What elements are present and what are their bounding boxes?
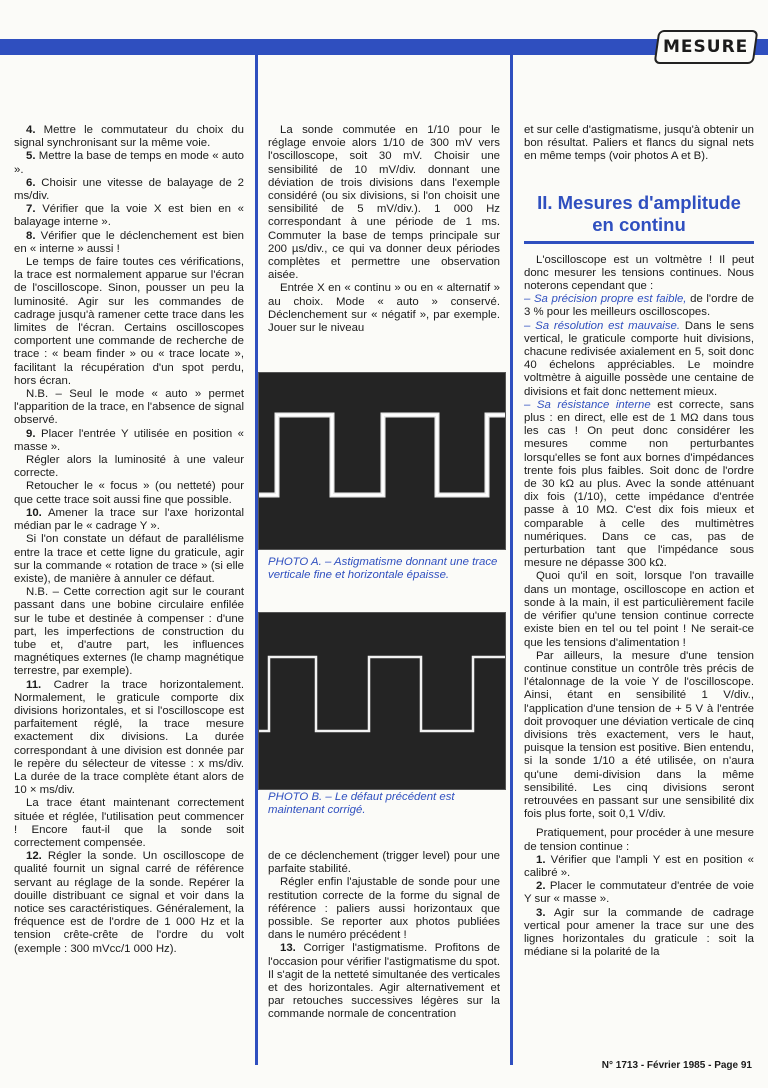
square-wave-core: [259, 415, 505, 495]
paragraph: 3. Agir sur la commande de cadrage vertical pour amener la trace sur une des lignes horizontales du graticule : soit la médiane si la polarité de la: [524, 906, 754, 959]
section-heading: II. Mesures d'amplitude en continu: [524, 192, 754, 244]
oscilloscope-trace-b: [259, 613, 505, 789]
column-divider-right: [510, 55, 513, 1065]
paragraph: Quoi qu'il en soit, lorsque l'on travaille dans un montage, oscilloscope en action et sonde à la main, il est particulièrement facile de vérifier qu'une tension continue correcte existe bien en tel ou tel point ! Ne serait-ce que les tensions d'alimentation !: [524, 570, 754, 649]
paragraph: Régler enfin l'ajustable de sonde pour une restitution correcte de la forme du signal de référence : paliers aussi horizontaux que possible. Se reporter aux photos publiées dans le numéro précédent !: [268, 876, 500, 942]
paragraph: N.B. – Cette correction agit sur le courant passant dans une bobine circulaire enfilée sur le tube et destinée à compenser : d'une part, les imperfections de construction du tube et, d'autre part, les influences magnétiques externes (le champ magnétique terrestre, par exemple).: [14, 586, 244, 678]
paragraph: 9. Placer l'entrée Y utilisée en position « masse ».: [14, 427, 244, 453]
photo-b-caption: PHOTO B. – Le défaut précédent est maintenant corrigé.: [268, 791, 455, 817]
paragraph: Pratiquement, pour procéder à une mesure de tension continue :: [524, 827, 754, 853]
paragraph: Régler alors la luminosité à une valeur correcte.: [14, 454, 244, 480]
paragraph: 5. Mettre la base de temps en mode « auto ».: [14, 150, 244, 176]
middle-column-bottom: [268, 850, 500, 1022]
paragraph: et sur celle d'astigmatisme, jusqu'à obtenir un bon résultat. Paliers et flancs du signal nets en même temps (voir photos A et B).: [524, 124, 754, 163]
paragraph: La trace étant maintenant correctement située et réglée, l'utilisation peut commencer ! Encore faut-il que la sonde soit correctement compensée.: [14, 797, 244, 849]
section-badge-label: MESURE: [663, 37, 749, 57]
paragraph: 13. Corriger l'astigmatisme. Profitons de l'occasion pour vérifier l'astigmatisme du spot. Il s'agit de la netteté simultanée des verticales et des horizontales. Agir alternativement et par retouches successives légères sur la commande normale de concentration: [268, 942, 501, 1021]
paragraph: Retoucher le « focus » (ou netteté) pour que cette trace soit aussi fine que possible.: [14, 480, 244, 506]
square-wave-trace: [259, 657, 505, 731]
paragraph: 2. Placer le commutateur d'entrée de voie Y sur « masse ».: [524, 880, 754, 906]
right-column: [524, 124, 754, 959]
header-bar: [0, 39, 768, 55]
photo-a-caption: PHOTO A. – Astigmatisme donnant une trace verticale fine et horizontale épaisse.: [268, 556, 498, 582]
paragraph: 1. Vérifier que l'ampli Y est en position « calibré ».: [524, 853, 754, 879]
section-badge: [654, 30, 759, 64]
paragraph: 4. Mettre le commutateur du choix du signal synchronisant sur la même voie.: [14, 124, 244, 150]
paragraph: 11. Cadrer la trace horizontalement. Normalement, le graticule comporte dix divisions horizontales, et si l'oscilloscope est parfaitement réglé, la trace mesure exactement dix divisions. La durée correspondant à une division est donnée par le repère du sélecteur de vitesse : x ms/div. La durée de la trace complète étant alors de 10 × ms/div.: [14, 678, 244, 797]
page-footer: N° 1713 - Février 1985 - Page 91: [601, 1060, 752, 1071]
middle-column-top: [268, 124, 500, 335]
paragraph: Le temps de faire toutes ces vérifications, la trace est normalement apparue sur l'écran de l'oscilloscope. Sinon, pousser un peu la luminosité. Agir sur les commandes de cadrage jusqu'à ramener cette trace dans les limites de l'écran. Certains oscilloscopes comportent une commande de recherche de trace : « beam finder » ou « trace locate », facilitant la récupération d'un spot perdu, hors écran.: [14, 256, 244, 387]
paragraph: Si l'on constate un défaut de parallélisme entre la trace et cette ligne du graticule, agir sur la commande « rotation de trace » (si elle existe), de manière à annuler ce défaut.: [14, 533, 244, 585]
oscilloscope-trace-a: [259, 373, 505, 549]
paragraph: 10. Amener la trace sur l'axe horizontal médian par le « cadrage Y ».: [14, 506, 244, 533]
paragraph: 8. Vérifier que le déclenchement est bien en « interne » aussi !: [14, 229, 244, 255]
paragraph: de ce déclenchement (trigger level) pour une parfaite stabilité.: [268, 850, 500, 876]
photo-a: [258, 372, 506, 550]
paragraph: 12. Régler la sonde. Un oscilloscope de qualité fournit un signal carré de référence servant au réglage de la sonde. Repérer la douille distribuant ce signal et voir dans la notice ses caractéristiques. Généralement, la fréquence est de l'ordre de 1 000 Hz et la tension crête-crête de l'ordre du volt (exemple : 300 mVcc/1 000 Hz).: [14, 850, 244, 955]
paragraph: N.B. – Seul le mode « auto » permet l'apparition de la trace, en l'absence de signal observé.: [14, 388, 244, 427]
left-column: [14, 124, 244, 956]
paragraph: – Sa résolution est mauvaise. Dans le sens vertical, le graticule comporte huit divisions, chacune redivisée axialement en 5, soit donc 40 échelons appréciables. Le moindre voltmètre à aiguille possède une centaine de divisions et fait donc nettement mieux.: [524, 319, 754, 398]
photo-b: [258, 612, 506, 790]
paragraph: Entrée X en « continu » ou en « alternatif » au choix. Mode « auto » conservé. Déclenchement sur « négatif », par exemple. Jouer sur le niveau: [268, 282, 500, 335]
paragraph: L'oscilloscope est un voltmètre ! Il peut donc mesurer les tensions continues. Nous noterons cependant que :: [524, 253, 754, 293]
paragraph: – Sa résistance interne est correcte, sans plus : en direct, elle est de 1 MΩ dans tous les cas ! On peut donc considérer les mesures comme non perturbantes lorsqu'elles se font aux bornes d'impédances trente fois plus faibles. Soit donc de l'ordre de 30 kΩ au plus. Avec la sonde atténuant dix fois (1/10), cette impédance d'entrée passe à 10 MΩ. C'est dix fois mieux et comparable à celle des multimètres numériques. Dans ce cas, pas de perturbation tant que l'impédance sous mesure ne dépasse 300 kΩ.: [524, 398, 754, 570]
paragraph: 6. Choisir une vitesse de balayage de 2 ms/div.: [14, 176, 244, 203]
paragraph: 7. Vérifier que la voie X est bien en « balayage interne ».: [14, 203, 244, 229]
paragraph: – Sa précision propre est faible, de l'ordre de 3 % pour les meilleurs oscilloscopes.: [524, 293, 754, 319]
column-divider-left: [255, 55, 258, 1065]
paragraph: Par ailleurs, la mesure d'une tension continue constitue un contrôle très précis de l'étalonnage de la voie Y de l'oscilloscope. Ainsi, étant en sensibilité 1 V/div., l'application d'une tension de + 5 V à l'entrée doit provoquer une déviation verticale de cinq divisions très exactement, vers le haut, puisque la tension est positive. Bien entendu, si la sonde 1/10 a été utilisée, on n'aura qu'une demi-division dans la même sensibilité. Les cinq divisions seront retrouvées en passant sur une sensibilité dix fois plus forte, soit 0,1 V/div.: [524, 649, 754, 821]
paragraph: La sonde commutée en 1/10 pour le réglage envoie alors 1/10 de 300 mV vers l'oscilloscope, soit 30 mV. Choisir une sensibilité de 10 mV/div. donnant une déviation de trois divisions dans l'exemple considéré (ou six divisions, si l'on choisit une sensibilité de 5 mV/div.). 1 000 Hz correspondant à une période de 1 ms. Commuter la base de temps principale sur 200 µs/div., ce qui va donner deux périodes complètes et permettre une observation aisée.: [268, 124, 500, 282]
